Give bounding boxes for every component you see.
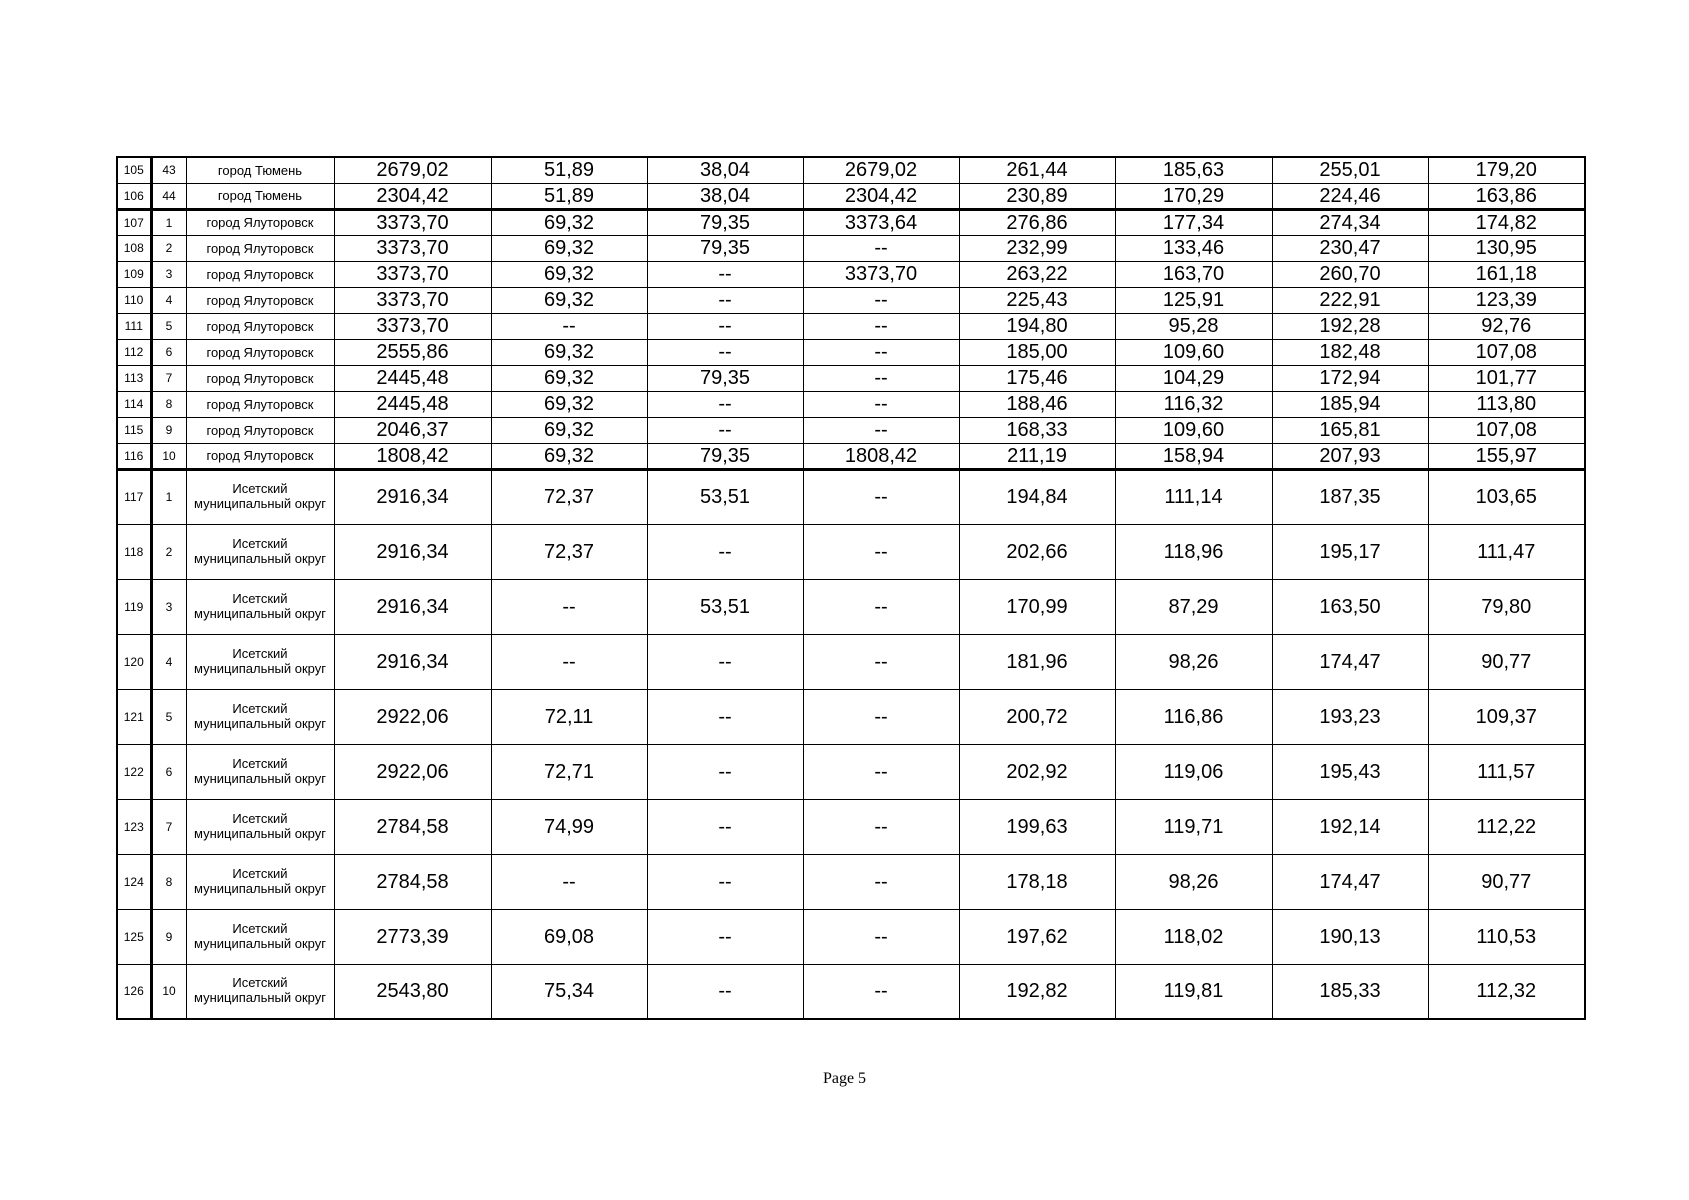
municipality-name-cell: город Ялуторовск bbox=[186, 261, 334, 287]
value-cell-3: -- bbox=[647, 524, 803, 579]
value-cell-5: 225,43 bbox=[959, 287, 1115, 313]
value-cell-6: 158,94 bbox=[1115, 443, 1272, 469]
table-row bbox=[117, 417, 1585, 443]
table-row bbox=[117, 261, 1585, 287]
value-cell-6: 104,29 bbox=[1115, 365, 1272, 391]
value-cell-4: -- bbox=[803, 417, 959, 443]
value-cell-8: 79,80 bbox=[1428, 579, 1585, 634]
value-cell-3: -- bbox=[647, 964, 803, 1019]
row-number-cell: 106 bbox=[117, 183, 151, 209]
municipality-name-cell: город Ялуторовск bbox=[186, 339, 334, 365]
value-cell-5: 211,19 bbox=[959, 443, 1115, 469]
sub-number-cell: 44 bbox=[151, 183, 186, 209]
value-cell-2: 69,32 bbox=[491, 287, 647, 313]
value-cell-1: 1808,42 bbox=[334, 443, 491, 469]
value-cell-6: 185,63 bbox=[1115, 157, 1272, 183]
value-cell-1: 2916,34 bbox=[334, 524, 491, 579]
value-cell-6: 133,46 bbox=[1115, 235, 1272, 261]
municipality-name-cell: Исетский муниципальный округ bbox=[186, 854, 334, 909]
row-number-cell: 124 bbox=[117, 854, 151, 909]
sub-number-cell: 1 bbox=[151, 209, 186, 235]
value-cell-1: 3373,70 bbox=[334, 313, 491, 339]
value-cell-8: 107,08 bbox=[1428, 339, 1585, 365]
value-cell-2: 69,32 bbox=[491, 209, 647, 235]
row-number-cell: 115 bbox=[117, 417, 151, 443]
value-cell-5: 197,62 bbox=[959, 909, 1115, 964]
value-cell-1: 2679,02 bbox=[334, 157, 491, 183]
value-cell-1: 2555,86 bbox=[334, 339, 491, 365]
value-cell-1: 2916,34 bbox=[334, 634, 491, 689]
value-cell-3: -- bbox=[647, 744, 803, 799]
value-cell-3: -- bbox=[647, 261, 803, 287]
sub-number-cell: 9 bbox=[151, 417, 186, 443]
value-cell-2: 72,71 bbox=[491, 744, 647, 799]
value-cell-6: 118,02 bbox=[1115, 909, 1272, 964]
value-cell-4: -- bbox=[803, 799, 959, 854]
value-cell-1: 2304,42 bbox=[334, 183, 491, 209]
table-row bbox=[117, 524, 1585, 579]
value-cell-1: 2445,48 bbox=[334, 365, 491, 391]
value-cell-5: 194,84 bbox=[959, 469, 1115, 524]
value-cell-8: 155,97 bbox=[1428, 443, 1585, 469]
value-cell-8: 174,82 bbox=[1428, 209, 1585, 235]
value-cell-3: 53,51 bbox=[647, 469, 803, 524]
municipality-name-cell: Исетский муниципальный округ bbox=[186, 689, 334, 744]
value-cell-7: 182,48 bbox=[1272, 339, 1428, 365]
value-cell-1: 2543,80 bbox=[334, 964, 491, 1019]
sub-number-cell: 5 bbox=[151, 313, 186, 339]
row-number-cell: 121 bbox=[117, 689, 151, 744]
value-cell-2: 69,32 bbox=[491, 417, 647, 443]
value-cell-4: -- bbox=[803, 391, 959, 417]
row-number-cell: 125 bbox=[117, 909, 151, 964]
value-cell-3: -- bbox=[647, 287, 803, 313]
value-cell-2: 69,32 bbox=[491, 365, 647, 391]
municipality-name-cell: Исетский муниципальный округ bbox=[186, 964, 334, 1019]
value-cell-4: -- bbox=[803, 365, 959, 391]
value-cell-5: 188,46 bbox=[959, 391, 1115, 417]
municipality-name-cell: Исетский муниципальный округ bbox=[186, 524, 334, 579]
value-cell-1: 2784,58 bbox=[334, 799, 491, 854]
municipality-name-cell: Исетский муниципальный округ bbox=[186, 634, 334, 689]
value-cell-3: 38,04 bbox=[647, 183, 803, 209]
table-row bbox=[117, 339, 1585, 365]
value-cell-2: 51,89 bbox=[491, 183, 647, 209]
value-cell-5: 185,00 bbox=[959, 339, 1115, 365]
value-cell-8: 163,86 bbox=[1428, 183, 1585, 209]
value-cell-2: 69,32 bbox=[491, 339, 647, 365]
value-cell-3: -- bbox=[647, 854, 803, 909]
value-cell-8: 112,32 bbox=[1428, 964, 1585, 1019]
value-cell-4: -- bbox=[803, 235, 959, 261]
table-row bbox=[117, 579, 1585, 634]
row-number-cell: 107 bbox=[117, 209, 151, 235]
value-cell-4: -- bbox=[803, 909, 959, 964]
row-number-cell: 109 bbox=[117, 261, 151, 287]
row-number-cell: 117 bbox=[117, 469, 151, 524]
value-cell-7: 222,91 bbox=[1272, 287, 1428, 313]
value-cell-2: 75,34 bbox=[491, 964, 647, 1019]
value-cell-5: 200,72 bbox=[959, 689, 1115, 744]
value-cell-4: 2679,02 bbox=[803, 157, 959, 183]
value-cell-4: -- bbox=[803, 524, 959, 579]
value-cell-6: 119,71 bbox=[1115, 799, 1272, 854]
sub-number-cell: 10 bbox=[151, 443, 186, 469]
value-cell-3: 53,51 bbox=[647, 579, 803, 634]
value-cell-5: 192,82 bbox=[959, 964, 1115, 1019]
municipality-name-cell: Исетский муниципальный округ bbox=[186, 744, 334, 799]
value-cell-6: 87,29 bbox=[1115, 579, 1272, 634]
value-cell-1: 2922,06 bbox=[334, 744, 491, 799]
municipality-name-cell: город Ялуторовск bbox=[186, 417, 334, 443]
value-cell-8: 130,95 bbox=[1428, 235, 1585, 261]
value-cell-5: 175,46 bbox=[959, 365, 1115, 391]
value-cell-8: 112,22 bbox=[1428, 799, 1585, 854]
row-number-cell: 111 bbox=[117, 313, 151, 339]
municipality-name-cell: Исетский муниципальный округ bbox=[186, 909, 334, 964]
table-row bbox=[117, 287, 1585, 313]
municipality-name-cell: Исетский муниципальный округ bbox=[186, 799, 334, 854]
value-cell-4: 2304,42 bbox=[803, 183, 959, 209]
value-cell-6: 116,32 bbox=[1115, 391, 1272, 417]
value-cell-3: -- bbox=[647, 799, 803, 854]
value-cell-7: 163,50 bbox=[1272, 579, 1428, 634]
municipality-name-cell: город Ялуторовск bbox=[186, 365, 334, 391]
value-cell-6: 177,34 bbox=[1115, 209, 1272, 235]
value-cell-7: 192,28 bbox=[1272, 313, 1428, 339]
value-cell-7: 187,35 bbox=[1272, 469, 1428, 524]
value-cell-6: 170,29 bbox=[1115, 183, 1272, 209]
municipality-name-cell: город Тюмень bbox=[186, 157, 334, 183]
value-cell-8: 110,53 bbox=[1428, 909, 1585, 964]
table-row bbox=[117, 443, 1585, 469]
sub-number-cell: 8 bbox=[151, 854, 186, 909]
row-number-cell: 118 bbox=[117, 524, 151, 579]
sub-number-cell: 43 bbox=[151, 157, 186, 183]
value-cell-5: 181,96 bbox=[959, 634, 1115, 689]
sub-number-cell: 3 bbox=[151, 261, 186, 287]
row-number-cell: 110 bbox=[117, 287, 151, 313]
value-cell-8: 109,37 bbox=[1428, 689, 1585, 744]
value-cell-4: -- bbox=[803, 579, 959, 634]
value-cell-5: 178,18 bbox=[959, 854, 1115, 909]
row-number-cell: 108 bbox=[117, 235, 151, 261]
value-cell-7: 185,33 bbox=[1272, 964, 1428, 1019]
value-cell-3: 38,04 bbox=[647, 157, 803, 183]
value-cell-6: 109,60 bbox=[1115, 417, 1272, 443]
sub-number-cell: 7 bbox=[151, 365, 186, 391]
row-number-cell: 123 bbox=[117, 799, 151, 854]
value-cell-8: 161,18 bbox=[1428, 261, 1585, 287]
value-cell-7: 185,94 bbox=[1272, 391, 1428, 417]
row-number-cell: 116 bbox=[117, 443, 151, 469]
value-cell-5: 232,99 bbox=[959, 235, 1115, 261]
value-cell-2: 51,89 bbox=[491, 157, 647, 183]
value-cell-6: 98,26 bbox=[1115, 854, 1272, 909]
value-cell-3: -- bbox=[647, 313, 803, 339]
value-cell-7: 274,34 bbox=[1272, 209, 1428, 235]
row-number-cell: 120 bbox=[117, 634, 151, 689]
value-cell-2: 69,32 bbox=[491, 391, 647, 417]
municipality-name-cell: город Ялуторовск bbox=[186, 313, 334, 339]
value-cell-3: -- bbox=[647, 634, 803, 689]
value-cell-4: -- bbox=[803, 634, 959, 689]
value-cell-5: 194,80 bbox=[959, 313, 1115, 339]
value-cell-4: 3373,70 bbox=[803, 261, 959, 287]
value-cell-4: -- bbox=[803, 744, 959, 799]
table-row bbox=[117, 689, 1585, 744]
sub-number-cell: 10 bbox=[151, 964, 186, 1019]
table-row bbox=[117, 744, 1585, 799]
row-number-cell: 122 bbox=[117, 744, 151, 799]
municipality-name-cell: город Ялуторовск bbox=[186, 287, 334, 313]
sub-number-cell: 9 bbox=[151, 909, 186, 964]
value-cell-2: 69,32 bbox=[491, 443, 647, 469]
municipality-name-cell: Исетский муниципальный округ bbox=[186, 469, 334, 524]
value-cell-1: 2046,37 bbox=[334, 417, 491, 443]
value-cell-7: 172,94 bbox=[1272, 365, 1428, 391]
value-cell-4: 1808,42 bbox=[803, 443, 959, 469]
value-cell-1: 3373,70 bbox=[334, 261, 491, 287]
value-cell-8: 103,65 bbox=[1428, 469, 1585, 524]
value-cell-2: 72,11 bbox=[491, 689, 647, 744]
sub-number-cell: 5 bbox=[151, 689, 186, 744]
value-cell-4: -- bbox=[803, 689, 959, 744]
value-cell-7: 174,47 bbox=[1272, 634, 1428, 689]
value-cell-1: 2916,34 bbox=[334, 579, 491, 634]
sub-number-cell: 6 bbox=[151, 744, 186, 799]
value-cell-7: 195,43 bbox=[1272, 744, 1428, 799]
value-cell-7: 190,13 bbox=[1272, 909, 1428, 964]
row-number-cell: 119 bbox=[117, 579, 151, 634]
table-row bbox=[117, 313, 1585, 339]
value-cell-8: 111,47 bbox=[1428, 524, 1585, 579]
value-cell-6: 98,26 bbox=[1115, 634, 1272, 689]
sub-number-cell: 6 bbox=[151, 339, 186, 365]
value-cell-2: -- bbox=[491, 579, 647, 634]
value-cell-3: -- bbox=[647, 689, 803, 744]
table-row bbox=[117, 854, 1585, 909]
value-cell-1: 2773,39 bbox=[334, 909, 491, 964]
value-cell-1: 3373,70 bbox=[334, 287, 491, 313]
value-cell-5: 202,92 bbox=[959, 744, 1115, 799]
page-number: Page 5 bbox=[822, 1070, 867, 1087]
municipality-name-cell: город Ялуторовск bbox=[186, 391, 334, 417]
value-cell-4: -- bbox=[803, 964, 959, 1019]
table-row bbox=[117, 183, 1585, 209]
value-cell-7: 193,23 bbox=[1272, 689, 1428, 744]
value-cell-1: 2784,58 bbox=[334, 854, 491, 909]
value-cell-7: 255,01 bbox=[1272, 157, 1428, 183]
sub-number-cell: 2 bbox=[151, 524, 186, 579]
value-cell-8: 179,20 bbox=[1428, 157, 1585, 183]
value-cell-8: 90,77 bbox=[1428, 854, 1585, 909]
value-cell-1: 2916,34 bbox=[334, 469, 491, 524]
value-cell-5: 168,33 bbox=[959, 417, 1115, 443]
value-cell-7: 260,70 bbox=[1272, 261, 1428, 287]
row-number-cell: 113 bbox=[117, 365, 151, 391]
table-row bbox=[117, 209, 1585, 235]
value-cell-8: 90,77 bbox=[1428, 634, 1585, 689]
table-row bbox=[117, 799, 1585, 854]
value-cell-7: 192,14 bbox=[1272, 799, 1428, 854]
value-cell-6: 118,96 bbox=[1115, 524, 1272, 579]
value-cell-8: 107,08 bbox=[1428, 417, 1585, 443]
value-cell-5: 261,44 bbox=[959, 157, 1115, 183]
value-cell-6: 119,06 bbox=[1115, 744, 1272, 799]
sub-number-cell: 1 bbox=[151, 469, 186, 524]
value-cell-8: 111,57 bbox=[1428, 744, 1585, 799]
row-number-cell: 126 bbox=[117, 964, 151, 1019]
value-cell-3: 79,35 bbox=[647, 443, 803, 469]
table-row bbox=[117, 964, 1585, 1019]
value-cell-6: 109,60 bbox=[1115, 339, 1272, 365]
row-number-cell: 112 bbox=[117, 339, 151, 365]
value-cell-4: 3373,64 bbox=[803, 209, 959, 235]
value-cell-8: 113,80 bbox=[1428, 391, 1585, 417]
table-row bbox=[117, 469, 1585, 524]
table-row bbox=[117, 909, 1585, 964]
municipality-name-cell: город Ялуторовск bbox=[186, 443, 334, 469]
municipality-name-cell: город Ялуторовск bbox=[186, 235, 334, 261]
value-cell-5: 202,66 bbox=[959, 524, 1115, 579]
value-cell-3: -- bbox=[647, 909, 803, 964]
value-cell-6: 125,91 bbox=[1115, 287, 1272, 313]
value-cell-3: -- bbox=[647, 339, 803, 365]
municipality-name-cell: город Тюмень bbox=[186, 183, 334, 209]
data-table bbox=[116, 156, 1586, 1020]
value-cell-3: 79,35 bbox=[647, 365, 803, 391]
value-cell-5: 230,89 bbox=[959, 183, 1115, 209]
value-cell-7: 230,47 bbox=[1272, 235, 1428, 261]
table-row bbox=[117, 391, 1585, 417]
value-cell-7: 195,17 bbox=[1272, 524, 1428, 579]
row-number-cell: 105 bbox=[117, 157, 151, 183]
value-cell-7: 224,46 bbox=[1272, 183, 1428, 209]
value-cell-5: 170,99 bbox=[959, 579, 1115, 634]
value-cell-8: 123,39 bbox=[1428, 287, 1585, 313]
value-cell-2: -- bbox=[491, 634, 647, 689]
value-cell-1: 3373,70 bbox=[334, 235, 491, 261]
table-row bbox=[117, 157, 1585, 183]
sub-number-cell: 4 bbox=[151, 287, 186, 313]
sub-number-cell: 4 bbox=[151, 634, 186, 689]
table-row bbox=[117, 235, 1585, 261]
value-cell-4: -- bbox=[803, 469, 959, 524]
value-cell-8: 101,77 bbox=[1428, 365, 1585, 391]
row-number-cell: 114 bbox=[117, 391, 151, 417]
value-cell-2: 69,32 bbox=[491, 235, 647, 261]
value-cell-7: 207,93 bbox=[1272, 443, 1428, 469]
value-cell-2: 72,37 bbox=[491, 469, 647, 524]
value-cell-6: 95,28 bbox=[1115, 313, 1272, 339]
value-cell-6: 119,81 bbox=[1115, 964, 1272, 1019]
value-cell-7: 165,81 bbox=[1272, 417, 1428, 443]
value-cell-3: -- bbox=[647, 391, 803, 417]
value-cell-3: 79,35 bbox=[647, 209, 803, 235]
value-cell-1: 2445,48 bbox=[334, 391, 491, 417]
value-cell-1: 3373,70 bbox=[334, 209, 491, 235]
municipality-name-cell: Исетский муниципальный округ bbox=[186, 579, 334, 634]
sub-number-cell: 2 bbox=[151, 235, 186, 261]
value-cell-1: 2922,06 bbox=[334, 689, 491, 744]
value-cell-2: 72,37 bbox=[491, 524, 647, 579]
value-cell-7: 174,47 bbox=[1272, 854, 1428, 909]
sub-number-cell: 8 bbox=[151, 391, 186, 417]
value-cell-2: -- bbox=[491, 854, 647, 909]
value-cell-3: -- bbox=[647, 417, 803, 443]
value-cell-5: 263,22 bbox=[959, 261, 1115, 287]
value-cell-2: 69,32 bbox=[491, 261, 647, 287]
municipality-name-cell: город Ялуторовск bbox=[186, 209, 334, 235]
value-cell-2: -- bbox=[491, 313, 647, 339]
value-cell-6: 116,86 bbox=[1115, 689, 1272, 744]
value-cell-5: 276,86 bbox=[959, 209, 1115, 235]
value-cell-3: 79,35 bbox=[647, 235, 803, 261]
value-cell-2: 74,99 bbox=[491, 799, 647, 854]
value-cell-2: 69,08 bbox=[491, 909, 647, 964]
table-row bbox=[117, 365, 1585, 391]
value-cell-5: 199,63 bbox=[959, 799, 1115, 854]
value-cell-4: -- bbox=[803, 313, 959, 339]
value-cell-4: -- bbox=[803, 287, 959, 313]
value-cell-4: -- bbox=[803, 339, 959, 365]
value-cell-4: -- bbox=[803, 854, 959, 909]
value-cell-6: 111,14 bbox=[1115, 469, 1272, 524]
value-cell-6: 163,70 bbox=[1115, 261, 1272, 287]
table-body bbox=[117, 157, 1585, 1019]
table-row bbox=[117, 634, 1585, 689]
value-cell-8: 92,76 bbox=[1428, 313, 1585, 339]
sub-number-cell: 3 bbox=[151, 579, 186, 634]
sub-number-cell: 7 bbox=[151, 799, 186, 854]
